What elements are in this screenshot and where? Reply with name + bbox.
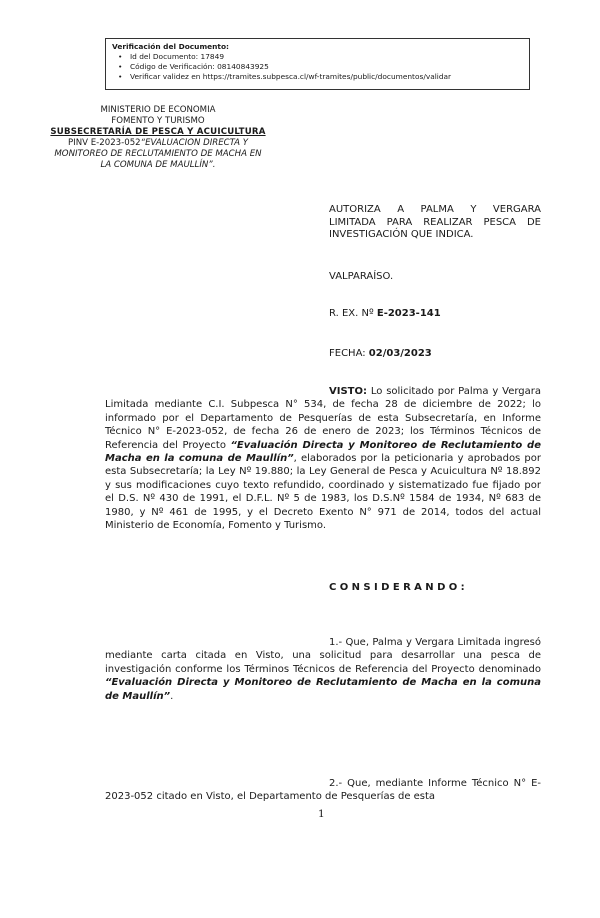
visto-text-1: Lo solicitado por Palma y Vergara Limitada mediante C.I. Subpesca N° 534, de fecha 28 de diciembre de 2022; lo informado por el Departamento de Pesquerías de esta Subsecretaría, en Informe Técnico N° E-2023-052, de fecha 26 de enero de 2023; los Términos Técnicos de Referencia del Proyecto <box>105 386 541 451</box>
item2-text: 2.- Que, mediante Informe Técnico N° E-2023-052 citado en Visto, el Departamento de Pesquerías de esta <box>105 778 541 803</box>
pinv-reference <box>28 138 288 149</box>
city: VALPARAÍSO. <box>329 271 394 282</box>
pinv-title-2: MONITOREO DE RECLUTAMIENTO DE MACHA EN <box>54 149 262 159</box>
visto-project-title: “Evaluación Directa y Monitoreo de Reclutamiento de Macha en la comuna de Maullín” <box>105 439 541 465</box>
summary-line-3: INVESTIGACIÓN QUE INDICA. <box>329 229 474 240</box>
verification-url[interactable]: • Verificar validez en https://tramites.subpesca.cl/wf-tramites/public/documentos/validar <box>130 72 529 82</box>
fecha-value: 02/03/2023 <box>368 348 432 359</box>
item1-text: 1.- Que, Palma y Vergara Limitada ingresó mediante carta citada en Visto, una solicitud para desarrollar una pesca de investigación conforme los Términos Técnicos de Referencia del Proyecto denominado <box>105 637 541 675</box>
pinv-code: PINV E-2023-052 <box>67 138 141 148</box>
fecha-label: FECHA: <box>329 348 366 359</box>
considerando-item-1 <box>105 636 541 703</box>
considerando-heading: CONSIDERANDO: <box>329 582 469 593</box>
verification-box <box>105 38 530 90</box>
resolution-number <box>329 308 541 321</box>
subsecretaria-heading: SUBSECRETARÍA DE PESCA Y ACUICULTURA <box>50 127 266 137</box>
resolution-date <box>329 348 541 361</box>
summary-line-1: AUTORIZA A PALMA Y VERGARA <box>329 204 541 215</box>
considerando-item-2 <box>105 777 541 804</box>
item1-end: . <box>170 690 174 702</box>
rex-value: E-2023-141 <box>376 308 441 319</box>
visto-text-2: , elaborados por la peticionaria y aprobados por esta Subsecretaría; la Ley Nº 19.880; la Ley General de Pesca y Acuicultura Nº 18.892 y sus modificaciones cuyo texto refundido, coordinado y sistematizado fue fijado por el D.S. Nº 430 de 1991, el D.F.L. Nº 5 de 1983, los D.S.Nº 1584 de 1934, Nº 683 de 1980, y Nº 461 de 1995, y el Decreto Exento N° 971 de 2014, todos del actual Ministerio de Economía, Fomento y Turismo. <box>105 453 541 532</box>
visto-paragraph <box>105 385 541 532</box>
ministry-header <box>28 105 288 171</box>
verification-list <box>112 52 529 82</box>
rex-label: R. EX. Nº <box>329 308 374 319</box>
resolution-summary <box>329 204 541 242</box>
page-number: 1 <box>318 808 325 820</box>
pinv-title-3: LA COMUNA DE MAULLÍN”. <box>100 160 216 170</box>
document-id: • Id del Documento: 17849 <box>130 52 529 62</box>
pinv-title-1: “EVALUACION DIRECTA Y <box>140 138 249 148</box>
ministry-line-1: MINISTERIO DE ECONOMIA <box>100 105 216 115</box>
ministry-line-2: FOMENTO Y TURISMO <box>111 116 205 126</box>
verification-code: • Código de Verificación: 08140843925 <box>130 62 529 72</box>
item1-project-title: “Evaluación Directa y Monitoreo de Reclutamiento de Macha en la comuna de Maullín” <box>105 677 541 702</box>
visto-label: VISTO: <box>329 386 367 397</box>
summary-line-2: LIMITADA PARA REALIZAR PESCA DE <box>329 216 541 228</box>
verification-title: Verificación del Documento: <box>112 42 229 51</box>
